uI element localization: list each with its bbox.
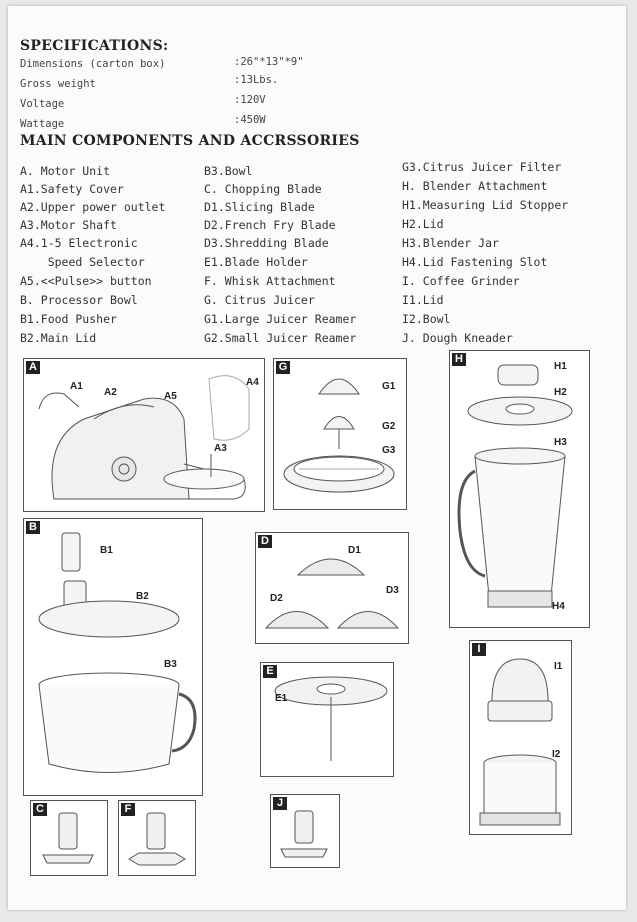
figure-d-blades — [255, 532, 409, 644]
label-b3: B3 — [164, 659, 177, 670]
spec-label: Dimensions (carton box) — [20, 58, 166, 70]
figure-tag: F — [121, 803, 135, 816]
dough-kneader-illustration — [271, 795, 339, 867]
label-a5: A5 — [164, 391, 177, 402]
figure-tag: H — [452, 353, 466, 366]
component-item: G3.Citrus Juicer Filter — [402, 160, 562, 174]
whisk-illustration — [119, 801, 195, 875]
label-g3: G3 — [382, 445, 396, 456]
label-e1: E1 — [275, 693, 288, 704]
label-h1: H1 — [554, 361, 567, 372]
figure-a-motor-unit — [23, 358, 265, 512]
component-item: B2.Main Lid — [20, 331, 97, 345]
manual-page — [8, 6, 626, 910]
figure-c-chopping-blade — [30, 800, 108, 876]
component-item: A4.1-5 Electronic — [20, 236, 138, 250]
spec-value: :26"*13"*9" — [234, 56, 304, 68]
blade-holder-illustration — [261, 663, 393, 776]
label-g2: G2 — [382, 421, 396, 432]
label-b1: B1 — [100, 545, 113, 556]
component-item: J. Dough Kneader — [402, 331, 513, 345]
chopping-blade-illustration — [31, 801, 107, 875]
component-item: H1.Measuring Lid Stopper — [402, 198, 569, 212]
label-b2: B2 — [136, 591, 149, 602]
label-a4: A4 — [246, 377, 259, 388]
spec-value: :120V — [234, 94, 266, 106]
component-item: D2.French Fry Blade — [204, 218, 336, 232]
figure-h-blender — [449, 350, 590, 628]
component-item: C. Chopping Blade — [204, 182, 322, 196]
component-item: B3.Bowl — [204, 164, 253, 178]
component-item: G1.Large Juicer Reamer — [204, 312, 357, 326]
label-d3: D3 — [386, 585, 399, 596]
figure-tag: I — [472, 643, 486, 656]
spec-label: Gross weight — [20, 78, 96, 90]
label-a3: A3 — [214, 443, 227, 454]
figure-j-dough-kneader — [270, 794, 340, 868]
component-item: A2.Upper power outlet — [20, 200, 166, 214]
figure-g-citrus-juicer — [273, 358, 407, 510]
figure-tag: B — [26, 521, 40, 534]
figure-tag: A — [26, 361, 40, 374]
component-item: H2.Lid — [402, 217, 444, 231]
component-item: D1.Slicing Blade — [204, 200, 315, 214]
blender-illustration — [450, 351, 589, 627]
processor-bowl-illustration — [24, 519, 202, 795]
label-h2: H2 — [554, 387, 567, 398]
components-title: MAIN COMPONENTS AND ACCRSSORIES — [20, 133, 360, 149]
component-item: D3.Shredding Blade — [204, 236, 329, 250]
figure-tag: J — [273, 797, 287, 810]
label-g1: G1 — [382, 381, 396, 392]
component-item: H4.Lid Fastening Slot — [402, 255, 548, 269]
figure-tag: C — [33, 803, 47, 816]
component-item: I2.Bowl — [402, 312, 451, 326]
figure-tag: G — [276, 361, 290, 374]
component-item: B. Processor Bowl — [20, 293, 138, 307]
spec-value: :450W — [234, 114, 266, 126]
figure-f-whisk — [118, 800, 196, 876]
component-item: Speed Selector — [20, 255, 145, 269]
component-item: H. Blender Attachment — [402, 179, 548, 193]
label-h4: H4 — [552, 601, 565, 612]
figure-i-coffee-grinder — [469, 640, 572, 835]
figure-tag: E — [263, 665, 277, 678]
label-i2: I2 — [552, 749, 561, 760]
spec-label: Voltage — [20, 98, 65, 110]
component-item: A3.Motor Shaft — [20, 218, 117, 232]
component-item: F. Whisk Attachment — [204, 274, 336, 288]
motor-unit-illustration — [24, 359, 264, 511]
component-item: A5.<<Pulse>> button — [20, 274, 152, 288]
component-item: A. Motor Unit — [20, 164, 111, 178]
component-item: B1.Food Pusher — [20, 312, 117, 326]
label-d2: D2 — [270, 593, 283, 604]
figure-b-processor-bowl — [23, 518, 203, 796]
spec-label: Wattage — [20, 118, 65, 130]
spec-value: :13Lbs. — [234, 74, 279, 86]
specifications-title: SPECIFICATIONS: — [20, 38, 169, 54]
component-item: A1.Safety Cover — [20, 182, 124, 196]
component-item: E1.Blade Holder — [204, 255, 308, 269]
component-item: I. Coffee Grinder — [402, 274, 520, 288]
component-item: G2.Small Juicer Reamer — [204, 331, 357, 345]
label-h3: H3 — [554, 437, 567, 448]
label-a2: A2 — [104, 387, 117, 398]
label-d1: D1 — [348, 545, 361, 556]
label-i1: I1 — [554, 661, 563, 672]
figure-e-blade-holder — [260, 662, 394, 777]
component-item: G. Citrus Juicer — [204, 293, 315, 307]
component-item: H3.Blender Jar — [402, 236, 499, 250]
label-a1: A1 — [70, 381, 83, 392]
component-item: I1.Lid — [402, 293, 444, 307]
figure-tag: D — [258, 535, 272, 548]
